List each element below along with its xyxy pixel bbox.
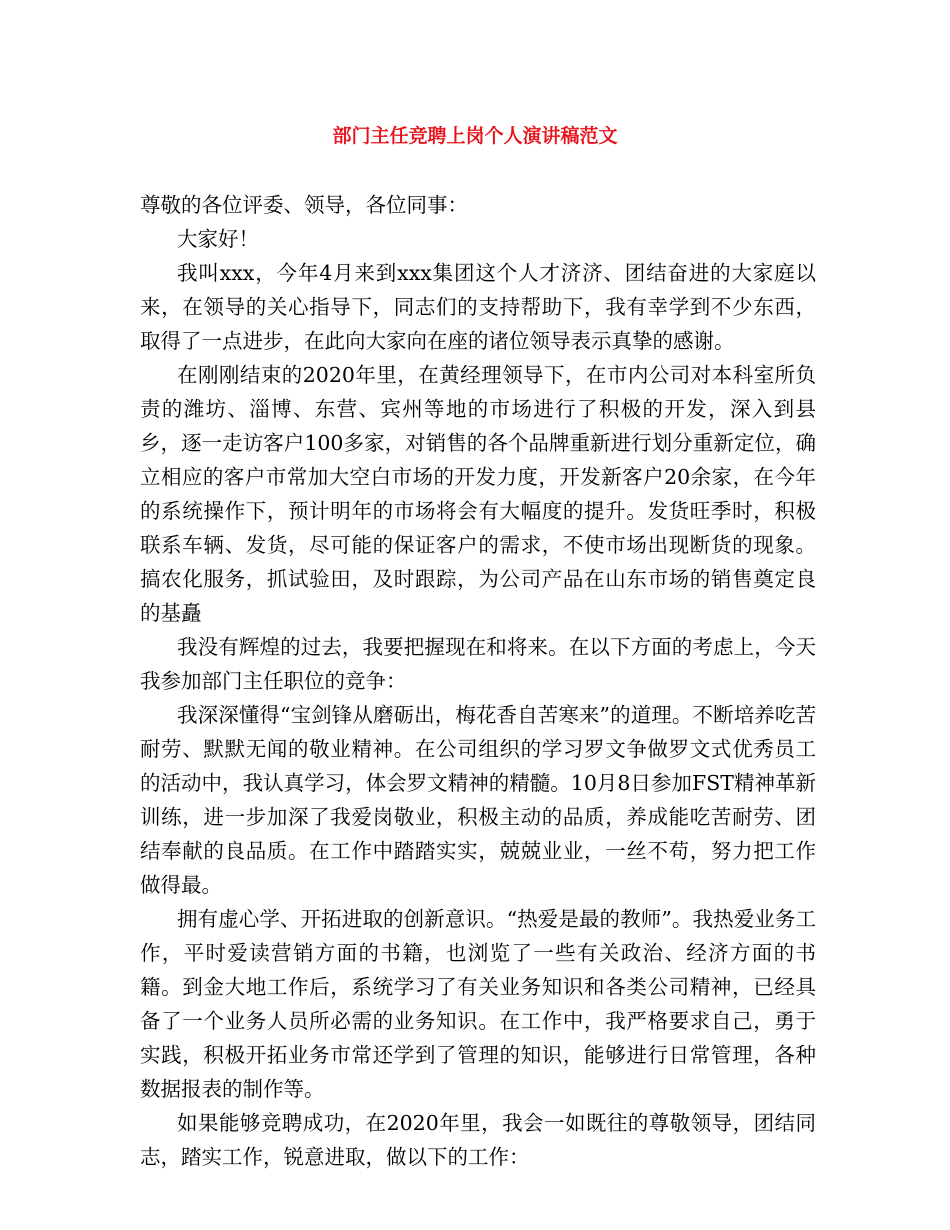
salutation: 尊敬的各位评委、领导，各位同事： [140,193,468,217]
document-title: 部门主任竞聘上岗个人演讲稿范文 [332,125,618,147]
paragraph-introduction: 我叫xxx，今年4月来到xxx集团这个人才济济、团结奋进的大家庭以来，在领导的关心指导下，同志们的支持帮助下，我有幸学到不少东西，取得了一点进步，在此向大家向在座的诸位领导表示真挚的感谢。 [140,261,816,353]
paragraph-motivation: 我没有辉煌的过去，我要把握现在和将来。在以下方面的考虑上，今天我参加部门主任职位的竞争： [140,635,816,693]
paragraph-greeting: 大家好！ [177,227,259,251]
paragraph-plan: 如果能够竞聘成功，在2020年里，我会一如既往的尊敬领导，团结同志，踏实工作，锐意进取，做以下的工作： [140,1111,816,1169]
document-body [140,188,816,1174]
paragraph-achievements: 在刚刚结束的2020年里，在黄经理领导下，在市内公司对本科室所负责的潍坊、淄博、东营、宾州等地的市场进行了积极的开发，深入到县乡，逐一走访客户100多家，对销售的各个品牌重新进行划分重新定位，确立相应的客户市常加大空白市场的开发力度，开发新客户20余家，在今年的系统操作下，预计明年的市场将会有大幅度的提升。发货旺季时，积极联系车辆、发货，尽可能的保证客户的需求，不使市场出现断货的现象。搞农化服务，抓试验田，及时跟踪，为公司产品在山东市场的销售奠定良的基矗 [140,363,816,625]
paragraph-learning: 拥有虚心学、开拓进取的创新意识。“热爱是最的教师”。我热爱业务工作，平时爱读营销方面的书籍，也浏览了一些有关政治、经济方面的书籍。到金大地工作后，系统学习了有关业务知识和各类公司精神，已经具备了一个业务人员所必需的业务知识。在工作中，我严格要求自己，勇于实践，积极开拓业务市常还学到了管理的知识，能够进行日常管理，各种数据报表的制作等。 [140,907,816,1101]
paragraph-work-ethic: 我深深懂得“宝剑锋从磨砺出，梅花香自苦寒来”的道理。不断培养吃苦耐劳、默默无闻的敬业精神。在公司组织的学习罗文争做罗文式优秀员工的活动中，我认真学习，体会罗文精神的精髓。10月8日参加FST精神革新训练，进一步加深了我爱岗敬业，积极主动的品质，养成能吃苦耐劳、团结奉献的良品质。在工作中踏踏实实，兢兢业业，一丝不苟，努力把工作做得最。 [140,703,816,897]
